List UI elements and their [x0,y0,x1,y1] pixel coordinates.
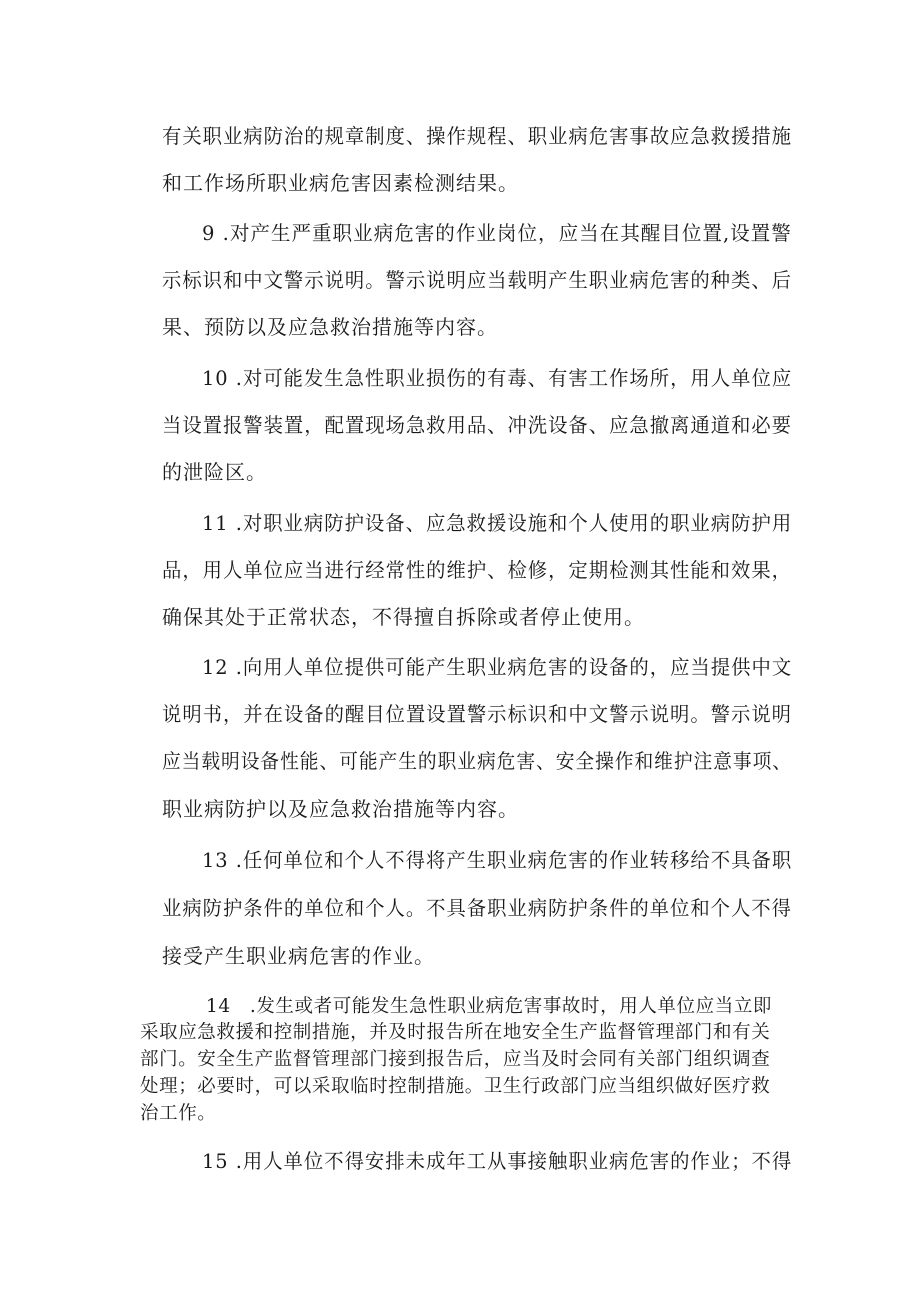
paragraph-13-start: 13 .任何单位和个人不得将产生职业病危害的作业转移给不具备职 [202,848,793,872]
paragraph-10-start: 10 .对可能发生急性职业损伤的有毒、有害工作场所，用人单位应 [202,366,793,390]
paragraph-11-start: 11 .对职业病防护设备、应急救援设施和个人使用的职业病防护用 [202,511,793,535]
text-line: 处理；必要时，可以采取临时控制措施。卫生行政部门应当组织做好医疗救 [140,1076,771,1097]
text-line: 确保其处于正常状态，不得擅自拆除或者停止使用。 [162,605,645,629]
paragraph-14-start: 14 .发生或者可能发生急性职业病危害事故时，用人单位应当立即 [206,996,773,1017]
paragraph-9-start: 9 .对产生严重职业病危害的作业岗位，应当在其醒目位置,设置警 [202,221,792,245]
text-line: 当设置报警装置，配置现场急救用品、冲洗设备、应急撤离通道和必要 [162,413,792,437]
text-line: 果、预防以及应急救治措施等内容。 [162,315,498,339]
text-line: 示标识和中文警示说明。警示说明应当载明产生职业病危害的种类、后 [162,268,792,292]
paragraph-12-start: 12 .向用人单位提供可能产生职业病危害的设备的，应当提供中文 [202,655,793,679]
paragraph-15-start: 15 .用人单位不得安排未成年工从事接触职业病危害的作业；不得 [202,1149,793,1173]
text-line: 治工作。 [140,1103,217,1124]
text-line: 有关职业病防治的规章制度、操作规程、职业病危害事故应急救援措施 [162,124,792,148]
text-line: 说明书，并在设备的醒目位置设置警示标识和中文警示说明。警示说明 [162,702,792,726]
text-line: 品，用人单位应当进行经常性的维护、检修，定期检测其性能和效果， [162,558,792,582]
text-line: 部门。安全生产监督管理部门接到报告后，应当及时会同有关部门组织调查 [140,1049,771,1070]
text-line: 和工作场所职业病危害因素检测结果。 [162,171,519,195]
text-line: 业病防护条件的单位和个人。不具备职业病防护条件的单位和个人不得 [162,896,792,920]
text-line: 应当载明设备性能、可能产生的职业病危害、安全操作和维护注意事项、 [162,749,792,773]
text-line: 采取应急救援和控制措施，并及时报告所在地安全生产监督管理部门和有关 [140,1022,771,1043]
text-line: 接受产生职业病危害的作业。 [162,944,435,968]
text-line: 职业病防护以及应急救治措施等内容。 [162,797,519,821]
text-line: 的泄险区。 [162,460,267,484]
